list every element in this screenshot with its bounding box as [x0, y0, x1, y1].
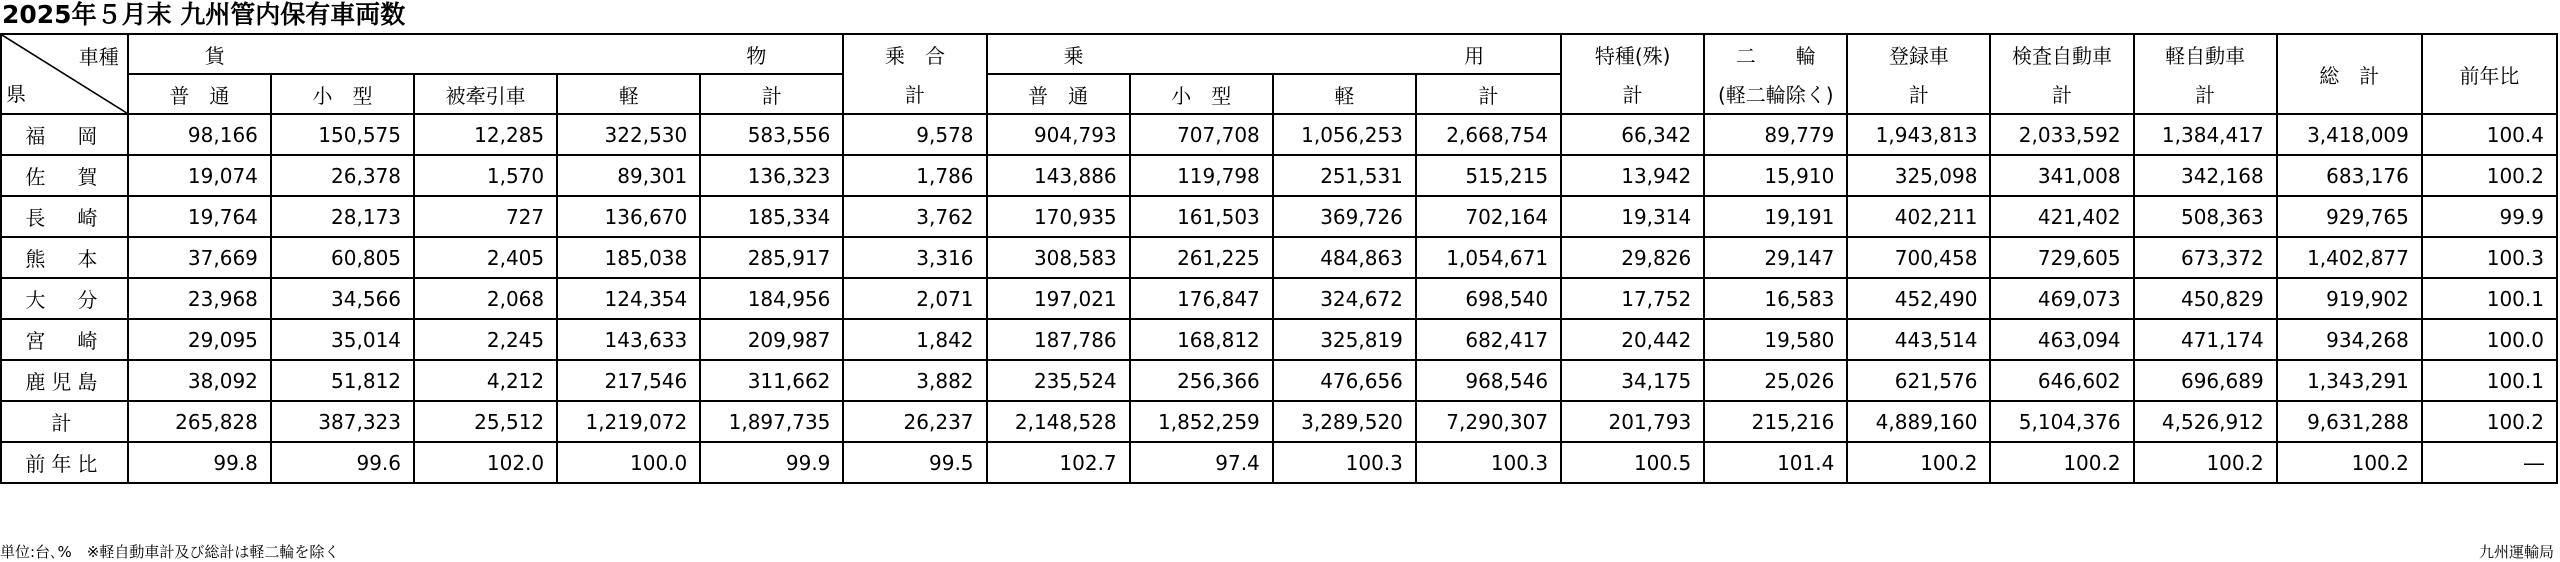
- table-cell: 324,672: [1273, 278, 1416, 319]
- freight-header-left: 貨: [204, 43, 225, 68]
- table-cell: 3,882: [843, 360, 986, 401]
- table-cell: 16,583: [1704, 278, 1847, 319]
- table-cell: 1,943,813: [1847, 114, 1990, 155]
- table-cell: 99.6: [271, 442, 414, 483]
- table-cell: 2,148,528: [987, 401, 1130, 442]
- table-cell: 471,174: [2134, 319, 2277, 360]
- row-label: 鹿児島: [1, 360, 128, 401]
- freight-col-kei: 軽: [557, 74, 700, 114]
- table-cell: 5,104,376: [1990, 401, 2133, 442]
- table-cell: 9,578: [843, 114, 986, 155]
- special-header-bottom: 計: [1561, 74, 1704, 114]
- table-cell: 60,805: [271, 237, 414, 278]
- table-cell: 89,301: [557, 155, 700, 196]
- table-row: [1, 401, 2557, 442]
- grand-total-header: 総 計: [2277, 34, 2422, 114]
- table-cell: 256,366: [1130, 360, 1273, 401]
- table-cell: 515,215: [1416, 155, 1561, 196]
- freight-header-right: 物: [746, 43, 767, 68]
- table-cell: 450,829: [2134, 278, 2277, 319]
- passenger-group-header: [987, 34, 1562, 74]
- table-cell: 484,863: [1273, 237, 1416, 278]
- table-cell: 1,219,072: [557, 401, 700, 442]
- freight-col-small: 小 型: [271, 74, 414, 114]
- table-cell: 251,531: [1273, 155, 1416, 196]
- table-cell: 19,191: [1704, 196, 1847, 237]
- table-cell: 443,514: [1847, 319, 1990, 360]
- table-cell: 2,068: [414, 278, 557, 319]
- table-cell: 469,073: [1990, 278, 2133, 319]
- table-cell: ―: [2422, 442, 2557, 483]
- table-cell: 3,418,009: [2277, 114, 2422, 155]
- freight-group-header: [128, 34, 844, 74]
- row-label: 計: [1, 401, 128, 442]
- table-cell: 99.5: [843, 442, 986, 483]
- special-header-top: 特種(殊): [1561, 34, 1704, 74]
- table-cell: 4,526,912: [2134, 401, 2277, 442]
- registered-header-bottom: 計: [1847, 74, 1990, 114]
- inspected-header-bottom: 計: [1990, 74, 2133, 114]
- table-cell: 1,402,877: [2277, 237, 2422, 278]
- table-cell: 341,008: [1990, 155, 2133, 196]
- table-cell: 621,576: [1847, 360, 1990, 401]
- table-cell: 1,570: [414, 155, 557, 196]
- two-wheel-header-bottom: (軽二輪除く): [1704, 74, 1847, 114]
- table-cell: 919,902: [2277, 278, 2422, 319]
- kei-header-top: 軽自動車: [2134, 34, 2277, 74]
- table-cell: 99.9: [2422, 196, 2557, 237]
- table-cell: 673,372: [2134, 237, 2277, 278]
- table-cell: 100.5: [1561, 442, 1704, 483]
- table-cell: 369,726: [1273, 196, 1416, 237]
- table-cell: 235,524: [987, 360, 1130, 401]
- passenger-col-kei: 軽: [1273, 74, 1416, 114]
- table-cell: 19,764: [128, 196, 271, 237]
- table-cell: 143,886: [987, 155, 1130, 196]
- table-cell: 19,580: [1704, 319, 1847, 360]
- table-cell: 51,812: [271, 360, 414, 401]
- table-cell: 463,094: [1990, 319, 2133, 360]
- table-cell: 1,852,259: [1130, 401, 1273, 442]
- passenger-header-right: 用: [1464, 43, 1485, 68]
- registered-header-top: 登録車: [1847, 34, 1990, 74]
- table-cell: 150,575: [271, 114, 414, 155]
- table-cell: 168,812: [1130, 319, 1273, 360]
- table-cell: 136,670: [557, 196, 700, 237]
- table-cell: 187,786: [987, 319, 1130, 360]
- table-cell: 702,164: [1416, 196, 1561, 237]
- inspected-header-top: 検査自動車: [1990, 34, 2133, 74]
- table-cell: 934,268: [2277, 319, 2422, 360]
- table-cell: 89,779: [1704, 114, 1847, 155]
- footer-source: 九州運輸局: [2478, 543, 2554, 561]
- table-cell: 683,176: [2277, 155, 2422, 196]
- table-cell: 66,342: [1561, 114, 1704, 155]
- table-cell: 308,583: [987, 237, 1130, 278]
- table-cell: 12,285: [414, 114, 557, 155]
- table-cell: 100.3: [1416, 442, 1561, 483]
- table-cell: 727: [414, 196, 557, 237]
- table-cell: 100.3: [2422, 237, 2557, 278]
- table-cell: 325,819: [1273, 319, 1416, 360]
- table-cell: 476,656: [1273, 360, 1416, 401]
- table-cell: 100.3: [1273, 442, 1416, 483]
- table-cell: 102.7: [987, 442, 1130, 483]
- table-cell: 29,095: [128, 319, 271, 360]
- table-cell: 729,605: [1990, 237, 2133, 278]
- table-cell: 2,245: [414, 319, 557, 360]
- two-wheel-header-top: 二 輪: [1704, 34, 1847, 74]
- freight-col-trailer: 被牽引車: [414, 74, 557, 114]
- table-cell: 1,056,253: [1273, 114, 1416, 155]
- table-cell: 100.1: [2422, 278, 2557, 319]
- freight-col-regular: 普 通: [128, 74, 271, 114]
- table-cell: 19,314: [1561, 196, 1704, 237]
- table-cell: 100.2: [1847, 442, 1990, 483]
- table-cell: 143,633: [557, 319, 700, 360]
- table-cell: 101.4: [1704, 442, 1847, 483]
- table-cell: 904,793: [987, 114, 1130, 155]
- table-cell: 26,378: [271, 155, 414, 196]
- table-row: [1, 278, 2557, 319]
- passenger-col-total: 計: [1416, 74, 1561, 114]
- corner-label-type: 車種: [78, 45, 119, 69]
- table-cell: 1,384,417: [2134, 114, 2277, 155]
- table-cell: 201,793: [1561, 401, 1704, 442]
- table-cell: 1,842: [843, 319, 986, 360]
- table-cell: 421,402: [1990, 196, 2133, 237]
- row-label: 宮 崎: [1, 319, 128, 360]
- table-row: [1, 360, 2557, 401]
- yoy-header: 前年比: [2422, 34, 2557, 114]
- row-label: 佐 賀: [1, 155, 128, 196]
- table-cell: 696,689: [2134, 360, 2277, 401]
- corner-label-pref: 県: [6, 82, 26, 106]
- bus-header-bottom: 計: [843, 74, 986, 114]
- passenger-col-small: 小 型: [1130, 74, 1273, 114]
- table-row: [1, 155, 2557, 196]
- table-cell: 100.0: [2422, 319, 2557, 360]
- table-cell: 9,631,288: [2277, 401, 2422, 442]
- kei-header-bottom: 計: [2134, 74, 2277, 114]
- table-cell: 124,354: [557, 278, 700, 319]
- table-cell: 217,546: [557, 360, 700, 401]
- row-label: 大 分: [1, 278, 128, 319]
- row-label: 福 岡: [1, 114, 128, 155]
- table-cell: 698,540: [1416, 278, 1561, 319]
- table-cell: 102.0: [414, 442, 557, 483]
- table-row: [1, 196, 2557, 237]
- table-cell: 2,668,754: [1416, 114, 1561, 155]
- table-cell: 285,917: [700, 237, 843, 278]
- table-cell: 100.1: [2422, 360, 2557, 401]
- table-cell: 2,405: [414, 237, 557, 278]
- table-cell: 968,546: [1416, 360, 1561, 401]
- table-cell: 185,334: [700, 196, 843, 237]
- table-cell: 98,166: [128, 114, 271, 155]
- table-cell: 700,458: [1847, 237, 1990, 278]
- row-label: 長 崎: [1, 196, 128, 237]
- table-cell: 34,566: [271, 278, 414, 319]
- table-cell: 3,762: [843, 196, 986, 237]
- footer-note: 単位:台､% ※軽自動車計及び総計は軽二輪を除く: [0, 543, 340, 561]
- table-row: [1, 319, 2557, 360]
- freight-col-total: 計: [700, 74, 843, 114]
- table-row: [1, 442, 2557, 483]
- table-cell: 99.9: [700, 442, 843, 483]
- table-cell: 1,343,291: [2277, 360, 2422, 401]
- table-row: [1, 114, 2557, 155]
- row-label: 熊 本: [1, 237, 128, 278]
- table-cell: 4,889,160: [1847, 401, 1990, 442]
- table-cell: 185,038: [557, 237, 700, 278]
- row-label: 前年比: [1, 442, 128, 483]
- table-cell: 325,098: [1847, 155, 1990, 196]
- table-cell: 2,071: [843, 278, 986, 319]
- table-cell: 100.0: [557, 442, 700, 483]
- table-cell: 34,175: [1561, 360, 1704, 401]
- table-cell: 37,669: [128, 237, 271, 278]
- table-cell: 100.2: [2134, 442, 2277, 483]
- table-cell: 28,173: [271, 196, 414, 237]
- table-cell: 29,826: [1561, 237, 1704, 278]
- passenger-col-regular: 普 通: [987, 74, 1130, 114]
- table-cell: 1,054,671: [1416, 237, 1561, 278]
- table-cell: 25,512: [414, 401, 557, 442]
- table-cell: 20,442: [1561, 319, 1704, 360]
- table-cell: 161,503: [1130, 196, 1273, 237]
- table-cell: 38,092: [128, 360, 271, 401]
- table-cell: 209,987: [700, 319, 843, 360]
- table-cell: 215,216: [1704, 401, 1847, 442]
- page-title: 2025年５月末 九州管内保有車両数: [2, 0, 406, 29]
- table-cell: 4,212: [414, 360, 557, 401]
- passenger-header-left: 乗: [1063, 43, 1084, 68]
- table-cell: 7,290,307: [1416, 401, 1561, 442]
- table-cell: 508,363: [2134, 196, 2277, 237]
- table-cell: 19,074: [128, 155, 271, 196]
- table-cell: 682,417: [1416, 319, 1561, 360]
- table-cell: 97.4: [1130, 442, 1273, 483]
- table-cell: 402,211: [1847, 196, 1990, 237]
- table-cell: 26,237: [843, 401, 986, 442]
- table-cell: 15,910: [1704, 155, 1847, 196]
- table-cell: 99.8: [128, 442, 271, 483]
- table-cell: 311,662: [700, 360, 843, 401]
- table-cell: 707,708: [1130, 114, 1273, 155]
- table-cell: 265,828: [128, 401, 271, 442]
- table-cell: 100.4: [2422, 114, 2557, 155]
- table-cell: 197,021: [987, 278, 1130, 319]
- table-cell: 1,786: [843, 155, 986, 196]
- table-cell: 17,752: [1561, 278, 1704, 319]
- vehicle-table: [0, 33, 2558, 484]
- table-cell: 25,026: [1704, 360, 1847, 401]
- table-cell: 3,289,520: [1273, 401, 1416, 442]
- table-cell: 184,956: [700, 278, 843, 319]
- table-cell: 119,798: [1130, 155, 1273, 196]
- table-cell: 29,147: [1704, 237, 1847, 278]
- table-cell: 100.2: [2422, 155, 2557, 196]
- table-cell: 1,897,735: [700, 401, 843, 442]
- corner-header: [1, 34, 128, 114]
- table-cell: 170,935: [987, 196, 1130, 237]
- table-cell: 342,168: [2134, 155, 2277, 196]
- table-cell: 136,323: [700, 155, 843, 196]
- table-cell: 646,602: [1990, 360, 2133, 401]
- table-cell: 176,847: [1130, 278, 1273, 319]
- table-row: [1, 237, 2557, 278]
- table-cell: 13,942: [1561, 155, 1704, 196]
- bus-header-top: 乗 合: [843, 34, 986, 74]
- table-cell: 100.2: [2422, 401, 2557, 442]
- table-cell: 3,316: [843, 237, 986, 278]
- table-cell: 387,323: [271, 401, 414, 442]
- table-cell: 35,014: [271, 319, 414, 360]
- table-cell: 322,530: [557, 114, 700, 155]
- table-cell: 23,968: [128, 278, 271, 319]
- table-cell: 583,556: [700, 114, 843, 155]
- table-cell: 100.2: [1990, 442, 2133, 483]
- table-cell: 100.2: [2277, 442, 2422, 483]
- table-cell: 261,225: [1130, 237, 1273, 278]
- table-cell: 2,033,592: [1990, 114, 2133, 155]
- table-cell: 929,765: [2277, 196, 2422, 237]
- table-cell: 452,490: [1847, 278, 1990, 319]
